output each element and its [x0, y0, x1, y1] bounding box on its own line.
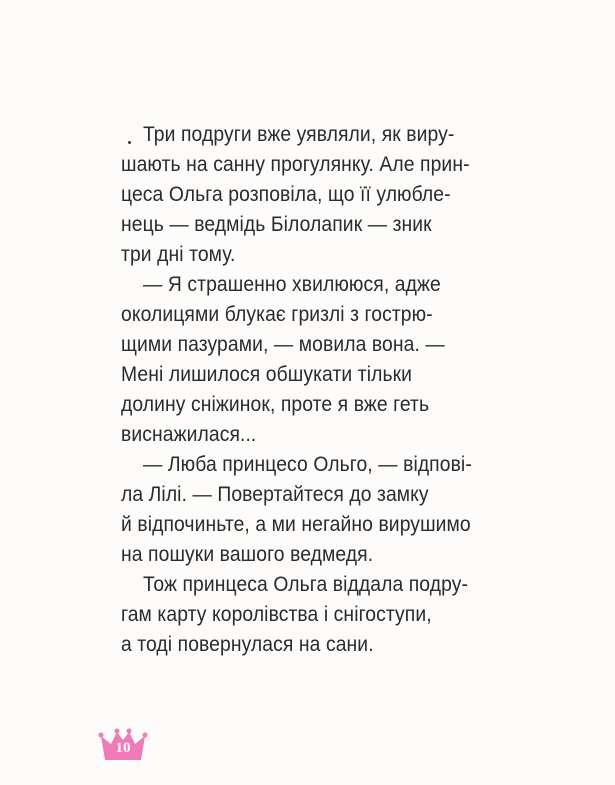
text-line: щими пазурами, — мовила вона. —	[121, 333, 445, 356]
text-line: а тоді повернулася на сани.	[121, 633, 374, 656]
text-line: гам карту королівства і снігоступи,	[121, 603, 432, 626]
text-line: й відпочиньте, а ми негайно вирушимо	[121, 513, 471, 536]
text-line: нець — ведмідь Білолапик — зник	[121, 213, 432, 236]
text-line: околицями блукає гризлі з гострю-	[121, 303, 433, 326]
page-number: 10	[115, 740, 131, 756]
text-line: Тож принцеса Ольга віддала подру-	[143, 573, 468, 596]
text-line: на пошуки вашого ведмедя.	[121, 543, 374, 566]
text-line: шають на санну прогулянку. Але прин-	[121, 153, 470, 176]
text-line: — Люба принцесо Ольго, — відпові-	[143, 453, 472, 476]
text-line: Мені лишилося обшукати тільки	[121, 363, 413, 386]
page-number-badge	[98, 724, 148, 764]
text-line: цеса Ольга розповіла, що її улюбле-	[121, 183, 451, 206]
text-line: Три подруги вже уявляли, як виру-	[143, 123, 455, 146]
text-line: виснажилася...	[121, 423, 257, 446]
text-line: — Я страшенно хвилююся, адже	[143, 273, 441, 296]
text-line: три дні тому.	[121, 243, 236, 266]
stray-mark	[128, 141, 131, 144]
text-line: долину сніжинок, проте я вже геть	[121, 393, 430, 416]
text-line: ла Лілі. — Повертайтеся до замку	[121, 483, 429, 506]
